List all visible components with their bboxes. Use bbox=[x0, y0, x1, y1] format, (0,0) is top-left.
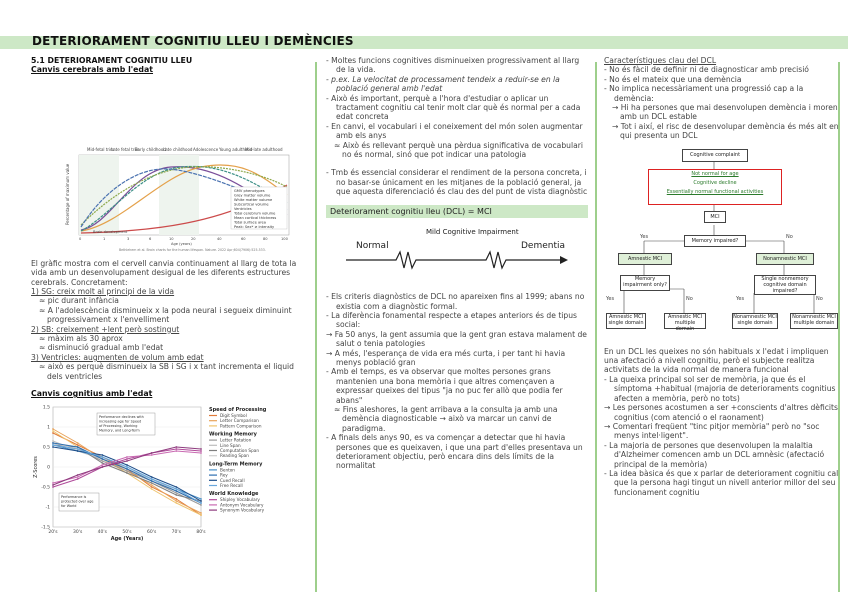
y-tick-label: -1 bbox=[45, 505, 50, 510]
data-point bbox=[101, 466, 103, 468]
paragraph: - No és fàcil de definir ni de diagnosticar amb precisió bbox=[604, 65, 809, 75]
y-tick-label: -1.5 bbox=[41, 525, 50, 530]
label-yes: Yes bbox=[736, 295, 745, 302]
legend-entry: White matter volume bbox=[234, 197, 273, 202]
y-tick-label: 1.5 bbox=[42, 405, 50, 410]
list-item: 1) SG: creix molt al principi de la vida bbox=[31, 287, 175, 297]
stage-label: Early childhood bbox=[135, 146, 166, 152]
annotation-text: protected over age bbox=[61, 499, 94, 503]
data-point bbox=[175, 446, 177, 448]
legend-entry: Pattern Comparison bbox=[220, 422, 262, 428]
legend-entry: Total surface area bbox=[234, 220, 266, 225]
list-item: 3) Ventricles: augmenten de volum amb edat bbox=[31, 352, 204, 362]
y-tick-label: 1 bbox=[47, 425, 50, 430]
data-point bbox=[151, 480, 153, 482]
section-heading: Característiques clau del DCL bbox=[604, 56, 717, 65]
x-tick: 1 bbox=[103, 236, 106, 241]
data-point bbox=[175, 492, 177, 494]
list-subitem: ≈ màxim als 30 aprox bbox=[39, 334, 123, 344]
x-tick: 100 bbox=[281, 236, 288, 241]
x-axis-label: Age (Years) bbox=[110, 535, 144, 542]
data-point bbox=[126, 466, 128, 468]
stage-label: Mid-late adulthood bbox=[245, 146, 283, 152]
box-nonamnestic-single: Nonamnestic MCI single domain bbox=[732, 313, 778, 329]
x-tick-label: 80's bbox=[196, 529, 206, 535]
data-point bbox=[77, 448, 79, 450]
data-point bbox=[52, 442, 54, 444]
y-tick-label: 0.5 bbox=[42, 445, 50, 450]
y-tick-label: -0.5 bbox=[41, 485, 50, 490]
data-point bbox=[52, 432, 54, 434]
brain-lifespan-chart bbox=[31, 75, 301, 253]
paragraph: - Els criteris diagnòstics de DCL no apareixen fins al 1999; abans no existia com a diagnòstic formal. bbox=[326, 292, 585, 311]
legend-entry: Line Span bbox=[220, 442, 241, 448]
annotation-text: Performance declines with bbox=[99, 414, 144, 419]
data-point bbox=[200, 504, 202, 506]
legend-entry: Antonym Vocabulary bbox=[220, 501, 264, 507]
data-point bbox=[175, 494, 177, 496]
data-point bbox=[52, 428, 54, 430]
cognitive-aging-chart bbox=[31, 401, 301, 551]
data-point bbox=[175, 498, 177, 500]
legend-group-title: World Knowledge bbox=[209, 490, 259, 497]
data-point bbox=[52, 444, 54, 446]
data-point bbox=[101, 454, 103, 456]
legend-entry: Computation Span bbox=[220, 447, 259, 453]
data-point bbox=[77, 446, 79, 448]
annotation-text: of Processing, Working bbox=[99, 423, 138, 428]
legend-entry: Synonym Vocabulary bbox=[220, 507, 265, 513]
stage-label: Adolescence bbox=[193, 146, 219, 152]
legend-entry: Letter Comparison bbox=[220, 417, 259, 423]
paragraph: - Moltes funcions cognitives disminueixen progressivament al llarg de la vida. bbox=[326, 56, 580, 75]
x-tick: 3 bbox=[127, 236, 130, 241]
y-tick-label: 0 bbox=[47, 465, 50, 470]
graph-citation: Bethlehem et al. Brain charts for the human lifespan. Nature. 2022 Apr;604(7906):525-533. bbox=[119, 247, 266, 252]
data-point bbox=[77, 450, 79, 452]
legend-entry: Cued Recall bbox=[220, 477, 245, 483]
paragraph: - No és el mateix que una demència bbox=[604, 74, 742, 84]
data-point bbox=[200, 452, 202, 454]
x-tick-label: 50's bbox=[122, 529, 132, 535]
stage-labels bbox=[87, 147, 283, 152]
data-point bbox=[151, 476, 153, 478]
data-point bbox=[200, 450, 202, 452]
box-mci-criteria: Not normal for age Cognitive decline Essentially normal functional activities bbox=[648, 169, 782, 205]
stage-label: Young adulthood bbox=[219, 146, 253, 152]
legend-entry: Shipley Vocabulary bbox=[220, 496, 260, 502]
data-point bbox=[151, 488, 153, 490]
paragraph: - A finals dels anys 90, es va començar a detectar que hi havia persones que es queixaven, i que una part d'elles presentava un deteriorament objectiu, però encara dins dels límits de la normalitat bbox=[326, 433, 583, 471]
legend-entry: Benton bbox=[220, 466, 235, 472]
x-tick-label: 30's bbox=[73, 529, 83, 535]
data-point bbox=[151, 454, 153, 456]
list-subitem: ≈ Fins aleshores, la gent arribava a la consulta ja amb una demència diagnosticable → això va marcar un canvi de paradigma. bbox=[334, 404, 558, 433]
annotation-text: Memory, and Long-Term bbox=[99, 428, 140, 432]
data-point bbox=[52, 486, 54, 488]
mci-continuum-diagram bbox=[326, 222, 588, 292]
data-point bbox=[175, 500, 177, 502]
column-1 bbox=[31, 56, 301, 551]
data-point bbox=[200, 500, 202, 502]
list-item: 2) SB: creixement +lent però sostingut bbox=[31, 324, 180, 334]
x-tick: 10 bbox=[169, 236, 174, 241]
list-subitem: ≈ això es perquè disminueix la SB i SG i x tant incrementa el liquid dels ventricles bbox=[39, 362, 294, 381]
legend-entry: Subcortical volume bbox=[234, 202, 269, 207]
data-point bbox=[151, 482, 153, 484]
list-subitem: ≈ A l'adolescència disminueix x la poda neural i segueix diminuint progressivament x l'envelliment bbox=[39, 305, 292, 325]
data-point bbox=[175, 450, 177, 452]
box-single-domain: Single nonmemory cognitive domain impaired? bbox=[754, 275, 816, 295]
data-point bbox=[126, 464, 128, 466]
legend-entry: GMV phenotypes bbox=[234, 188, 265, 193]
box-mci: MCI bbox=[704, 211, 726, 223]
data-point bbox=[200, 514, 202, 516]
x-tick: 20 bbox=[191, 236, 196, 241]
diagram-normal: Normal bbox=[356, 241, 389, 252]
paragraph: - La idea bàsica és que x parlar de deteriorament cognitiu cal que la persona hagi tingut un nivell anterior millor del seu funcionament cognitiu bbox=[604, 468, 839, 497]
x-tick: 6 bbox=[149, 236, 152, 241]
data-point bbox=[151, 478, 153, 480]
x-tick: 0 bbox=[79, 236, 82, 241]
data-point bbox=[175, 490, 177, 492]
list-subitem: ≈ pic durant infància bbox=[39, 296, 119, 306]
data-point bbox=[175, 448, 177, 450]
box-nonamnestic-mci: Nonamnestic MCI bbox=[756, 253, 814, 265]
legend-group-title: Long-Term Memory bbox=[209, 460, 263, 467]
data-point bbox=[126, 470, 128, 472]
column-divider bbox=[315, 62, 317, 592]
legend-entry: Digit Symbol bbox=[220, 412, 247, 418]
label-no: No bbox=[686, 295, 693, 302]
page-title: DETERIORAMENT COGNITIU LLEU I DEMÈNCIES bbox=[32, 34, 354, 48]
data-point bbox=[200, 448, 202, 450]
data-point bbox=[101, 464, 103, 466]
section-heading: 5.1 DETERIORAMENT COGNITIU LLEU bbox=[31, 56, 193, 65]
paragraph: - La queixa principal sol ser de memòria, ja que és el símptoma +habitual (majoria de deterioraments cognitius afecten a memòria, però no tots) bbox=[604, 374, 836, 403]
data-point bbox=[200, 498, 202, 500]
data-point bbox=[200, 512, 202, 514]
legend-entry: Rey bbox=[220, 472, 228, 478]
x-tick: 80 bbox=[263, 236, 268, 241]
data-point bbox=[77, 478, 79, 480]
data-point bbox=[52, 484, 54, 486]
annotation-text: for World bbox=[61, 503, 77, 508]
paragraph: → Fa 50 anys, la gent assumia que la gent gran estava malament de salut o tenia patologies bbox=[326, 329, 587, 349]
box-amnestic-single: Amnestic MCI single domain bbox=[606, 313, 646, 329]
x-tick-label: 60's bbox=[147, 529, 157, 535]
paragraph: - p.ex. La velocitat de processament tendeix a reduir-se en la població general amb l'edat bbox=[326, 74, 560, 94]
data-point bbox=[175, 488, 177, 490]
data-point bbox=[200, 502, 202, 504]
data-point bbox=[151, 486, 153, 488]
legend-entry: Grey matter volume bbox=[234, 193, 271, 198]
mci-flowchart bbox=[604, 145, 844, 341]
legend-entry: Peak: Sex* ≥ intensity bbox=[234, 224, 275, 229]
stage-label: Mid-fetal trim bbox=[87, 146, 115, 152]
annotation-text: Performance is bbox=[61, 494, 87, 499]
data-point bbox=[77, 474, 79, 476]
x-tick-label: 20's bbox=[48, 529, 58, 535]
data-point bbox=[126, 456, 128, 458]
label-no: No bbox=[816, 295, 823, 302]
data-point bbox=[126, 458, 128, 460]
mci-heading: Deteriorament cognitiu lleu (DCL) = MCI bbox=[326, 205, 588, 218]
paragraph: - En canvi, el vocabulari i el coneixement del món solen augmentar amb els anys bbox=[326, 121, 583, 141]
series-line bbox=[53, 449, 201, 487]
paragraph: - La majoria de persones que desenvolupen la malaltia d'Alzheimer comencen amb un DCL amnèsic (afectació principal de la memòria) bbox=[604, 440, 825, 469]
x-tick: 60 bbox=[241, 236, 246, 241]
data-point bbox=[52, 440, 54, 442]
column-3 bbox=[604, 56, 844, 497]
label-no: No bbox=[786, 233, 793, 240]
data-point bbox=[126, 460, 128, 462]
paragraph: → A més, l'esperança de vida era més curta, i per tant hi havia menys població gran bbox=[326, 348, 566, 367]
paragraph: - La diferència fonamental respecte a etapes anteriors és de tipus social: bbox=[326, 310, 577, 330]
data-point bbox=[126, 472, 128, 474]
legend-entry: Reading Span bbox=[220, 452, 249, 458]
paragraph: En un DCL les queixes no són habituals x l'edat i impliquen una afectació a nivell cognitiu, però el subjecte realitza activitats de la vida normal de manera funcional bbox=[604, 346, 829, 375]
column-2 bbox=[326, 56, 588, 471]
data-point bbox=[77, 442, 79, 444]
data-point bbox=[101, 458, 103, 460]
paragraph: - Això és important, perquè a l'hora d'estudiar o aplicar un tractament cognitiu cal tenir molt clar què és normal per a cada edat concreta bbox=[326, 93, 581, 122]
data-point bbox=[101, 460, 103, 462]
data-point bbox=[52, 446, 54, 448]
x-tick-label: 70's bbox=[171, 529, 181, 535]
data-point bbox=[52, 430, 54, 432]
paragraph: - Amb el temps, es va observar que moltes persones grans mantenien una bona memòria i que altres començaven a expressar queixes del tipus "ja no puc fer allò que podia fer abans" bbox=[326, 367, 563, 405]
data-point bbox=[126, 468, 128, 470]
x-tick: 40 bbox=[217, 236, 222, 241]
data-point bbox=[101, 462, 103, 464]
data-point bbox=[151, 452, 153, 454]
data-point bbox=[175, 486, 177, 488]
y-axis-label: Z-Scores bbox=[33, 455, 39, 478]
legend-entry: Letter Rotation bbox=[220, 437, 252, 443]
data-point bbox=[175, 502, 177, 504]
box-memory-only: Memory impairment only? bbox=[620, 275, 670, 291]
data-point bbox=[77, 476, 79, 478]
x-axis-label: Age (years) bbox=[171, 241, 192, 246]
data-point bbox=[77, 444, 79, 446]
stage-label: Late childhood bbox=[163, 146, 193, 152]
label-yes: Yes bbox=[606, 295, 615, 302]
brain-development-label: Brain development bbox=[93, 229, 128, 234]
legend-entry: Mean cortical thickness bbox=[234, 215, 277, 220]
diagram-dementia: Dementia bbox=[521, 241, 566, 252]
paragraph: El gràfic mostra com el cervell canvia continuament al llarg de tota la vida amb un desenvolupament desigual de les diferents estructures cerebrals. Concretament: bbox=[31, 258, 297, 287]
paragraph: → Les persones acostumen a ser +conscients d'altres dèficits cognitius (com atenció o el raonament) bbox=[604, 403, 838, 422]
box-cognitive-complaint: Cognitive complaint bbox=[682, 149, 748, 162]
y-axis-label: Percentage of maximum value bbox=[65, 163, 70, 225]
data-point bbox=[151, 484, 153, 486]
column-divider bbox=[595, 62, 597, 592]
label-yes: Yes bbox=[640, 233, 649, 240]
paragraph: - Tmb és essencial considerar el rendiment de la persona concreta, i no basar-se únicament en les mitjanes de la població general, ja que aquesta diferenciació és clau des del punt de vista diagnòstic bbox=[326, 168, 588, 197]
legend-entry: Total cerebrum volume bbox=[234, 211, 276, 216]
box-amnestic-mci: Amnestic MCI bbox=[618, 253, 672, 265]
box-amnestic-multi: Amnestic MCI multiple domain bbox=[664, 313, 706, 329]
paragraph: - No implica necessàriament una progressió cap a la demència: bbox=[604, 84, 804, 103]
box-memory-impaired: Memory impaired? bbox=[684, 235, 746, 247]
legend-entry: Ventricles bbox=[234, 206, 252, 211]
list-subitem: ≈ disminució gradual amb l'edat bbox=[39, 343, 164, 353]
list-subitem: ≈ Això és rellevant perquè una pèrdua significativa de vocabulari no és normal, sinó que pot indicar una patologia bbox=[334, 140, 583, 160]
paragraph: → Comentari freqüent "tinc pitjor memòria" però no "soc menys intel·ligent". bbox=[604, 421, 820, 441]
stage-label: Late fetal trim bbox=[111, 146, 140, 152]
data-point bbox=[101, 456, 103, 458]
diagram-mci: Mild Cognitive Impairment bbox=[426, 228, 519, 237]
x-ticks bbox=[79, 237, 289, 241]
box-nonamnestic-multi: Nonamnestic MCI multiple domain bbox=[790, 313, 838, 329]
data-point bbox=[52, 482, 54, 484]
legend-group-title: Speed of Processing bbox=[209, 406, 267, 413]
legend-group-title: Working Memory bbox=[209, 431, 257, 438]
list-subitem: → Tot i així, el risc de desenvolupar demència és més alt en qui presenta un DCL bbox=[612, 121, 839, 141]
legend-entry: Free Recall bbox=[220, 482, 243, 488]
list-subitem: → Hi ha persones que mai desenvolupen demència i moren amb un DCL estable bbox=[612, 103, 838, 122]
subheading-cognitive-changes: Canvis cognitius amb l'edat bbox=[31, 389, 153, 399]
x-tick-label: 40's bbox=[97, 529, 107, 535]
annotation-text: increasing age for Speed bbox=[99, 419, 142, 423]
subheading-brain-changes: Canvis cerebrals amb l'edat bbox=[31, 65, 154, 75]
